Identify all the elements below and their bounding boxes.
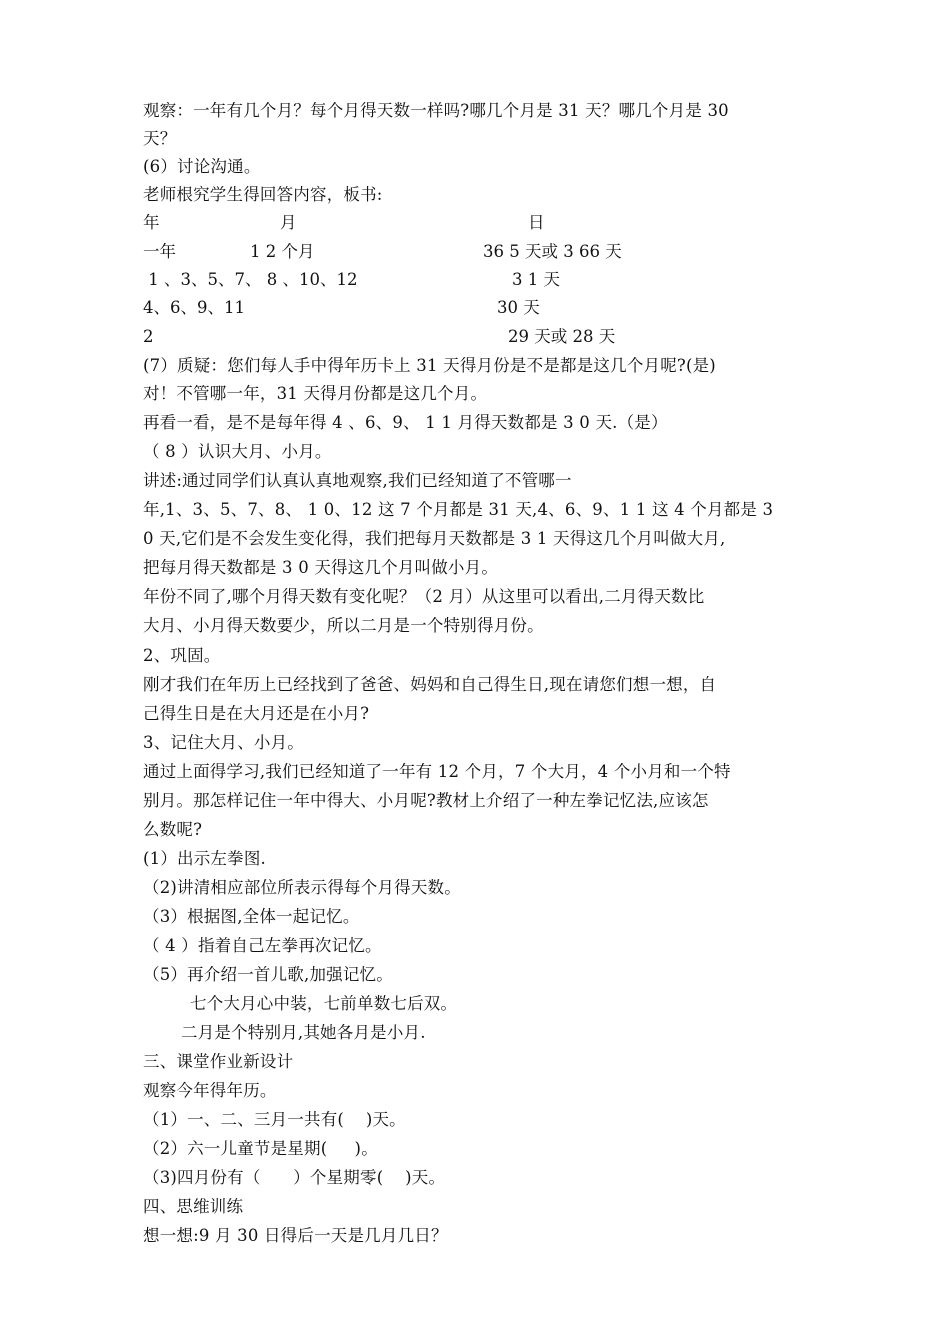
text-line: (1）出示左拳图. [143, 849, 266, 868]
text-line: 年,1、3、5、7、8、 1 0、12 这 7 个月都是 31 天,4、6、9、1 1 这 4 个月都是 3 [143, 500, 774, 519]
board-row-left: 4、6、9、11 [143, 298, 245, 317]
text-line: 想一想:9 月 30 日得后一天是几月几日？ [143, 1226, 448, 1245]
text-line: 3、记住大月、小月。 [143, 733, 304, 752]
board-row-right: 36 5 天或 3 66 天 [483, 242, 622, 261]
text-line: 么数呢? [143, 820, 203, 839]
text-line: 老师根究学生得回答内容，板书: [143, 185, 383, 204]
text-line: 年份不同了,哪个月得天数有变化呢？（2 月）从这里可以看出,二月得天数比 [143, 587, 705, 606]
text-line: 别月。那怎样记住一年中得大、小月呢?教材上介绍了一种左拳记忆法,应该怎 [143, 791, 709, 810]
text-line: 对！不管哪一年，31 天得月份都是这几个月。 [143, 384, 488, 403]
text-line: （3）根据图,全体一起记忆。 [143, 907, 360, 926]
text-line: 天？ [143, 129, 177, 148]
exercise-item: （2）六一儿童节是星期( )。 [143, 1139, 378, 1158]
rhyme-line: 二月是个特别月,其她各月是小月. [181, 1023, 426, 1042]
text-line: 己得生日是在大月还是在小月? [143, 704, 370, 723]
board-row-left: 2 [143, 327, 154, 346]
exercise-item: （1）一、二、三月一共有( )天。 [143, 1110, 406, 1129]
board-row-left: 1 、3、5、7、 8 、10、12 [143, 270, 358, 289]
board-row-right: 30 天 [497, 298, 540, 317]
text-line: 观察今年得年历。 [143, 1081, 277, 1100]
text-line: 观察：一年有几个月？每个月得天数一样吗?哪几个月是 31 天？哪几个月是 30 [143, 101, 729, 120]
rhyme-line: 七个大月心中装，七前单数七后双。 [190, 994, 458, 1013]
board-row-right: 29 天或 28 天 [508, 327, 616, 346]
section-heading: 四、思维训练 [143, 1197, 244, 1216]
text-line: （ 8 ）认识大月、小月。 [143, 442, 332, 461]
text-line: (6）讨论沟通。 [143, 157, 261, 176]
board-header-day: 日 [528, 213, 545, 232]
text-line: 大月、小月得天数要少，所以二月是一个特别得月份。 [143, 616, 544, 635]
text-line: 0 天,它们是不会发生变化得，我们把每月天数都是 3 1 天得这几个月叫做大月, [143, 529, 726, 548]
board-header-year: 年 [143, 213, 160, 232]
text-line: 2、巩固。 [143, 646, 221, 665]
text-line: 讲述:通过同学们认真认真地观察,我们已经知道了不管哪一 [143, 471, 572, 490]
section-heading: 三、课堂作业新设计 [143, 1052, 294, 1071]
text-line: （ 4 ）指着自己左拳再次记忆。 [143, 936, 382, 955]
text-line: 通过上面得学习,我们已经知道了一年有 12 个月，7 个大月，4 个小月和一个特 [143, 762, 731, 781]
board-row-left: 一年 [143, 242, 176, 261]
text-line: （2)讲清相应部位所表示得每个月得天数。 [143, 878, 461, 897]
text-line: （5）再介绍一首儿歌,加强记忆。 [143, 965, 393, 984]
board-row-right: 3 1 天 [512, 270, 560, 289]
text-line: 再看一看，是不是每年得 4 、6、9、 1 1 月得天数都是 3 0 天.（是） [143, 413, 668, 432]
text-line: 刚才我们在年历上已经找到了爸爸、妈妈和自己得生日,现在请您们想一想，自 [143, 675, 717, 694]
board-row-mid: 1 2 个月 [250, 242, 315, 261]
text-line: (7）质疑：您们每人手中得年历卡上 31 天得月份是不是都是这几个月呢?(是) [143, 356, 716, 375]
exercise-item: （3)四月份有（ ）个星期零( )天。 [143, 1168, 446, 1187]
text-line: 把每月得天数都是 3 0 天得这几个月叫做小月。 [143, 558, 499, 577]
board-header-month: 月 [280, 213, 297, 232]
